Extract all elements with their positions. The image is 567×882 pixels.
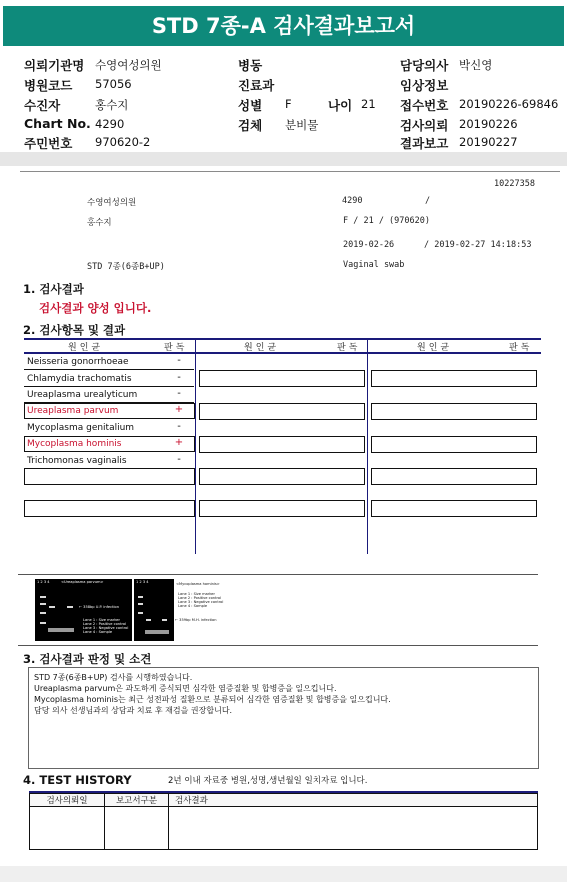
history-cell (105, 807, 169, 850)
section3-title: 3. 검사결과 판정 및 소견 (23, 652, 152, 666)
doctor-label: 담당의사 (400, 58, 449, 73)
doctor-value: 박신영 (459, 58, 493, 72)
gel-legend-line: Lane 2 : Positive control (83, 622, 127, 626)
ward-label: 병동 (238, 58, 263, 73)
figure-top-rule (18, 574, 538, 575)
patient-header (0, 52, 567, 152)
column-divider (195, 338, 196, 554)
chart-no-label: Chart No. (24, 116, 91, 131)
pathogen-result: - (177, 372, 181, 383)
column-divider (367, 338, 368, 554)
gel-band (40, 622, 46, 624)
empty-result-slot (199, 436, 365, 453)
empty-result-slot (371, 403, 537, 420)
history-note: 2년 이내 자료중 병원,성명,생년월일 일치자료 입니다. (168, 776, 368, 786)
section4-title: 4. TEST HISTORY (23, 773, 132, 787)
empty-result-slot (199, 370, 365, 387)
comment-line: Ureaplasma parvum은 과도하게 증식되면 심각한 염증질환 및 합병증을 일으킵니다. (34, 684, 337, 693)
report-date-label: 결과보고 (400, 136, 449, 151)
figure-bottom-rule (18, 645, 538, 646)
request-date-label: 검사의뢰 (400, 118, 449, 133)
gel-band (145, 630, 169, 634)
specimen-value: 분비물 (285, 118, 319, 132)
hospital-code-value: 57056 (95, 77, 132, 91)
age-label: 나이 (328, 98, 353, 113)
info-date-reported: / 2019-02-27 14:18:53 (424, 240, 532, 250)
col-header-pathogen: 원인균 (68, 343, 104, 353)
pathogen-name: Mycoplasma genitalium (27, 423, 135, 433)
info-chart: 4290 (342, 196, 363, 206)
row-divider (24, 386, 194, 387)
col-header-judgement-3: 판독 (509, 343, 533, 353)
sex-label: 성별 (238, 98, 263, 113)
gel-band (67, 606, 73, 608)
history-header: 보고서구분 (105, 794, 169, 807)
institution-value: 수영여성의원 (95, 58, 162, 72)
gel-band (40, 596, 46, 598)
divider (20, 171, 560, 172)
report-title: STD 7종-A 검사결과보고서 (3, 6, 564, 46)
comment-line: STD 7종(6종B+UP) 검사를 시행하였습니다. (34, 673, 193, 682)
history-header: 검사의뢰일 (30, 794, 105, 807)
request-date-value: 20190226 (459, 117, 518, 131)
gel-band (138, 603, 143, 605)
gel-legend-line: Lane 1 : Size marker (178, 592, 215, 596)
history-cell (169, 807, 538, 850)
comment-line: 담당 의사 선생님과의 상담과 치료 후 재검을 권장합니다. (34, 706, 233, 715)
report-date-value: 20190227 (459, 135, 518, 149)
pathogen-name: Ureaplasma urealyticum (27, 390, 138, 400)
empty-result-slot (24, 500, 195, 517)
gel-band (138, 596, 143, 598)
info-sex-age: F / 21 / (970620) (343, 216, 430, 226)
gel-title-mycoplasma: <Mycoplasma hominis> (176, 582, 220, 586)
info-slash: / (425, 196, 431, 206)
info-test-name: STD 7종(6종B+UP) (87, 262, 165, 272)
patient-label: 수진자 (24, 98, 61, 113)
pathogen-name: Mycoplasma hominis (27, 439, 122, 449)
info-clinic: 수영여성의원 (87, 198, 137, 208)
history-table (29, 793, 538, 850)
section2-title: 2. 검사항목 및 결과 (23, 323, 126, 337)
row-divider (24, 369, 194, 370)
gel-legend-line: Lane 2 : Positive control (178, 596, 222, 600)
gel-band (40, 603, 46, 605)
pathogen-result: - (177, 355, 181, 366)
empty-result-slot (199, 403, 365, 420)
sex-value: F (285, 97, 292, 111)
footer-band (0, 866, 567, 882)
empty-result-slot (24, 468, 195, 485)
history-cell (30, 807, 105, 850)
gel-band (48, 628, 74, 632)
pathogen-name: Chlamydia trachomatis (27, 374, 132, 384)
separator-band (0, 152, 567, 166)
col-header-judgement-2: 판독 (337, 343, 361, 353)
info-date-received: 2019-02-26 (343, 240, 395, 250)
gel-lane-numbers: 1 2 3 4 (136, 580, 149, 584)
gel-legend-line: Lane 3 : Negative control (178, 600, 224, 604)
gel-legend-line: Lane 3 : Negative control (83, 626, 129, 630)
gel-band (40, 612, 46, 614)
pathogen-name: Neisseria gonorrhoeae (27, 357, 129, 367)
gel-band (49, 606, 55, 608)
col-header-pathogen-2: 원인균 (244, 343, 280, 353)
dept-label: 진료과 (238, 78, 275, 93)
receipt-no-value: 20190226-69846 (459, 97, 559, 111)
empty-result-slot (199, 468, 365, 485)
gel-legend-line: Lane 4 : Sample (178, 604, 208, 608)
receipt-no-label: 접수번호 (400, 98, 449, 113)
gel-band-label-ureaplasma: ← 358bp U.P. infection (79, 605, 119, 609)
resident-no-value: 970620-2 (95, 135, 151, 149)
gel-band (138, 612, 143, 614)
chart-no-value: 4290 (95, 117, 125, 131)
gel-legend-line: Lane 1 : Size marker (83, 618, 120, 622)
comment-line: Mycoplasma hominis는 최근 성전파성 질환으로 분류되어 심각한 염증질환 및 합병증을 일으킵니다. (34, 695, 391, 704)
pathogen-result: + (174, 404, 184, 415)
empty-result-slot (371, 500, 537, 517)
gel-title-ureaplasma: <Ureaplasma parvum> (61, 580, 104, 584)
pathogen-result: + (174, 437, 184, 448)
history-header: 검사결과 (169, 794, 538, 807)
empty-result-slot (371, 468, 537, 485)
gel-band-label-mycoplasma: ← 359bp M.H. infection (175, 618, 217, 622)
pathogen-result: - (177, 388, 181, 399)
empty-result-slot (199, 500, 365, 517)
gel-band (146, 619, 151, 621)
resident-no-label: 주민번호 (24, 136, 73, 151)
patient-value: 홍수지 (95, 98, 129, 112)
gel-band (162, 619, 167, 621)
empty-result-slot (371, 370, 537, 387)
pathogen-name: Ureaplasma parvum (27, 406, 119, 416)
info-specimen: Vaginal swab (343, 260, 405, 270)
hospital-code-label: 병원코드 (24, 78, 73, 93)
gel-lane-numbers: 1 2 3 4 (37, 580, 50, 584)
institution-label: 의뢰기관명 (24, 58, 85, 73)
empty-result-slot (371, 436, 537, 453)
gel-legend-line: Lane 4 : Sample (83, 630, 113, 634)
section1-title: 1. 검사결과 (23, 282, 84, 296)
col-header-judgement: 판독 (164, 343, 188, 353)
pathogen-result: - (177, 421, 181, 432)
info-patient: 홍수지 (87, 218, 112, 228)
pathogen-name: Trichomonas vaginalis (27, 456, 127, 466)
specimen-label: 검체 (238, 118, 263, 133)
result-summary: 검사결과 양성 입니다. (39, 301, 152, 315)
report-id: 10227358 (494, 179, 535, 189)
pathogen-result: - (177, 454, 181, 465)
age-value: 21 (361, 97, 376, 111)
clinical-info-label: 임상정보 (400, 78, 449, 93)
col-header-pathogen-3: 원인균 (417, 343, 453, 353)
